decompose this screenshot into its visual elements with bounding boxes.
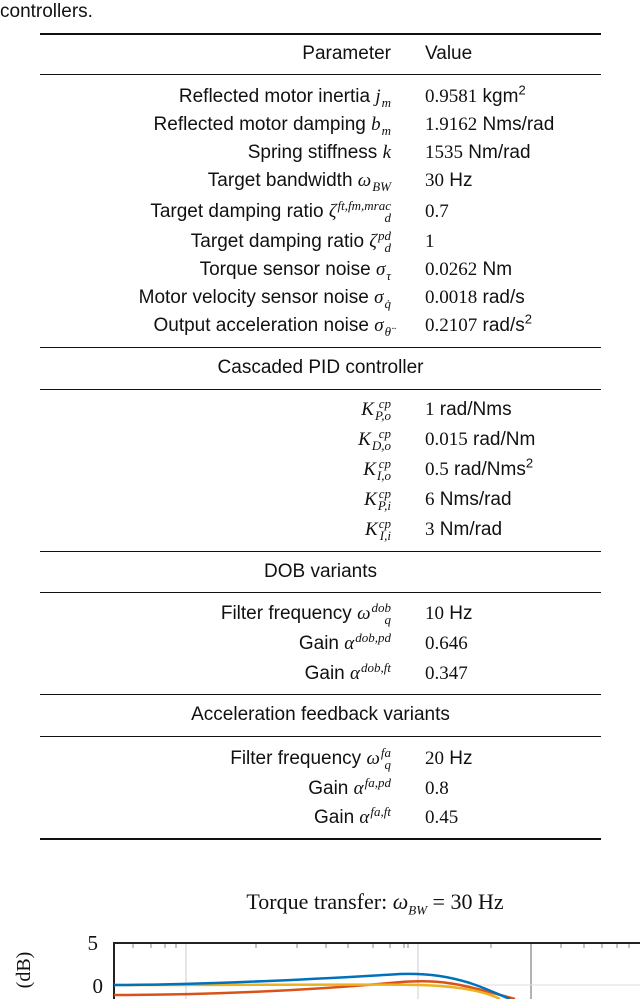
symbol-indices <box>385 314 391 338</box>
parameter-cell <box>221 600 391 628</box>
value-number: 6 <box>425 489 435 510</box>
value-cell <box>425 167 473 195</box>
unit-exponent: 2 <box>525 455 534 471</box>
parameter-symbol: α <box>350 663 361 684</box>
symbol-indices <box>385 286 392 310</box>
table-row <box>40 396 601 424</box>
section-title-accel: Acceleration feedback variants <box>191 704 450 725</box>
symbol-sub: q <box>384 611 391 627</box>
parameter-cell <box>150 198 391 226</box>
parameter-symbol: b <box>371 114 381 135</box>
value-cell <box>425 396 512 424</box>
symbol-indices <box>380 744 391 772</box>
parameter-cell <box>154 111 391 139</box>
parameter-label: Torque sensor noise <box>199 259 371 280</box>
parameter-cell <box>308 775 391 803</box>
parameter-symbol: σ <box>374 315 384 336</box>
symbol-indices <box>376 455 391 483</box>
parameter-cell <box>314 804 391 832</box>
table-row <box>40 775 601 803</box>
value-unit: Hz <box>449 748 473 769</box>
table-row <box>40 426 601 454</box>
table-row <box>40 804 601 832</box>
parameter-cell <box>361 396 391 424</box>
section-rule <box>40 347 601 348</box>
header-parameter: Parameter <box>302 43 391 64</box>
symbol-sub <box>361 674 391 686</box>
table-row <box>40 630 601 658</box>
symbol-sup: dob,pd <box>355 629 391 645</box>
value-cell <box>425 256 512 284</box>
symbol-indices <box>364 774 391 801</box>
parameter-cell <box>358 426 391 454</box>
symbol-indices <box>361 659 391 686</box>
value-number: 0.646 <box>425 633 468 654</box>
parameter-symbol: α <box>344 633 355 654</box>
table-row <box>40 256 601 284</box>
symbol-sub: q <box>384 756 391 772</box>
table-row <box>40 486 601 514</box>
parameter-cell <box>200 256 391 284</box>
value-cell <box>425 83 526 111</box>
value-cell <box>425 228 435 256</box>
symbol-indices <box>386 258 391 282</box>
value-cell <box>425 312 532 340</box>
parameter-cell <box>363 456 391 484</box>
parameter-label: Spring stiffness <box>247 142 378 163</box>
chart-title-suffix: = 30 Hz <box>427 889 504 914</box>
bode-chart <box>0 925 640 999</box>
parameter-label: Filter frequency <box>230 748 362 769</box>
value-number: 20 <box>425 748 444 769</box>
symbol-sup: cp <box>378 485 391 501</box>
value-unit: rad/Nm <box>473 429 536 450</box>
value-number: 1.9162 <box>425 114 478 135</box>
value-number: 1535 <box>425 142 463 163</box>
symbol-sub: d <box>384 239 391 255</box>
parameter-label: Gain <box>314 807 355 828</box>
parameter-label: Reflected motor inertia <box>178 86 371 107</box>
table-row <box>40 600 601 628</box>
parameter-symbol: K <box>363 459 376 480</box>
header-rule <box>40 74 601 75</box>
table-row <box>40 284 601 312</box>
symbol-sub: P,i <box>377 497 391 513</box>
table-row <box>40 312 601 340</box>
table-header-row <box>40 40 601 68</box>
parameter-label: Target damping ratio <box>150 201 324 222</box>
y-axis-label: (dB) <box>13 951 35 989</box>
symbol-indices <box>355 629 391 656</box>
table-top-rule <box>40 33 601 35</box>
chart-title <box>0 889 640 918</box>
parameter-symbol: K <box>361 399 374 420</box>
value-cell <box>425 516 502 544</box>
value-unit: Hz <box>449 170 473 191</box>
symbol-sub: m <box>381 94 391 110</box>
value-cell <box>425 660 468 688</box>
parameter-symbol: K <box>358 429 371 450</box>
parameter-symbol: j <box>375 86 381 107</box>
parameter-label: Target bandwidth <box>207 170 353 191</box>
symbol-sup: fa,pd <box>364 774 391 790</box>
parameter-label: Output acceleration noise <box>153 315 369 336</box>
symbol-sub: d <box>384 209 391 225</box>
symbol-sub <box>365 789 391 801</box>
parameter-cell <box>364 486 391 514</box>
value-cell <box>425 745 473 773</box>
table-row <box>40 516 601 544</box>
table-row <box>40 745 601 773</box>
parameter-cell <box>179 83 391 111</box>
symbol-indices <box>378 515 391 543</box>
value-cell <box>425 600 473 628</box>
value-number: 30 <box>425 170 444 191</box>
parameter-symbol: σ <box>375 259 386 280</box>
parameter-cell <box>230 745 391 773</box>
grid <box>114 943 640 999</box>
section-rule <box>40 551 601 552</box>
value-number: 0.0262 <box>425 259 478 280</box>
value-number: 1 <box>425 231 435 252</box>
value-unit: Nm <box>482 259 513 280</box>
value-cell <box>425 775 449 803</box>
value-number: 0.45 <box>425 807 459 828</box>
value-unit: Nm/rad <box>468 142 531 163</box>
value-unit: rad/s <box>482 287 525 308</box>
symbol-sub: I,i <box>379 527 391 543</box>
value-number: 10 <box>425 603 444 624</box>
symbol-indices <box>370 803 391 830</box>
parameter-cell <box>191 228 391 256</box>
parameter-symbol: ω <box>357 603 371 624</box>
parameter-cell <box>208 167 391 195</box>
symbol-sub: τ <box>386 267 391 283</box>
y-tick-0: 0 <box>92 974 103 998</box>
value-unit: Hz <box>449 603 473 624</box>
value-unit: Nms/rad <box>482 114 555 135</box>
symbol-sup: cp <box>378 515 391 531</box>
table-row <box>40 660 601 688</box>
value-cell <box>425 284 525 312</box>
value-number: 3 <box>425 519 435 540</box>
parameter-cell <box>153 312 391 340</box>
value-number: 1 <box>425 399 435 420</box>
value-cell <box>425 486 512 514</box>
parameter-label: Gain <box>308 778 349 799</box>
table-row <box>40 139 601 167</box>
symbol-indices <box>371 599 392 627</box>
value-cell <box>425 426 535 454</box>
symbol-indices <box>377 485 391 513</box>
parameter-label: Filter frequency <box>220 603 352 624</box>
table-row <box>40 228 601 256</box>
value-cell <box>425 630 468 658</box>
section-rule <box>40 592 601 593</box>
symbol-sup: cp <box>378 425 391 441</box>
table-row <box>40 198 601 226</box>
value-number: 0.2107 <box>425 315 478 336</box>
chart-title-sub: BW <box>408 902 428 918</box>
symbol-indices <box>372 169 391 193</box>
symbol-sup: fa,ft <box>370 803 391 819</box>
chart-title-prefix: Torque transfer: <box>246 889 393 914</box>
symbol-sup: ft,fm,mrac <box>337 197 391 213</box>
value-cell <box>425 139 531 167</box>
section-title-pid: Cascaded PID controller <box>217 357 424 378</box>
value-number: 0.9581 <box>425 86 478 107</box>
parameter-label: Target damping ratio <box>190 231 365 252</box>
parameter-cell <box>365 516 391 544</box>
series-yellow <box>114 985 500 999</box>
table-row <box>40 167 601 195</box>
symbol-indices <box>337 197 391 225</box>
parameter-symbol: ζ <box>328 201 337 222</box>
value-cell <box>425 804 458 832</box>
parameter-symbol: ω <box>366 748 380 769</box>
value-number: 0.8 <box>425 778 449 799</box>
symbol-sup: cp <box>378 455 391 471</box>
section-rule <box>40 694 601 695</box>
parameter-symbol: ω <box>357 170 372 191</box>
symbol-indices <box>382 85 391 109</box>
parameter-label: Gain <box>298 633 339 654</box>
value-unit: kgm <box>482 86 519 107</box>
value-unit: Nms/rad <box>439 489 512 510</box>
chart-title-symbol: ω <box>392 889 409 914</box>
symbol-sub: BW <box>372 178 391 194</box>
symbol-sub: I,o <box>376 467 391 483</box>
parameter-cell <box>248 139 391 167</box>
symbol-sub: D,o <box>371 437 391 453</box>
parameter-symbol: k <box>382 142 391 163</box>
header-value: Value <box>425 43 473 64</box>
value-unit: rad/s <box>482 315 525 336</box>
value-unit: rad/Nms <box>439 399 512 420</box>
caption-tail: controllers. <box>0 1 93 22</box>
unit-exponent: 2 <box>518 82 526 98</box>
value-cell <box>425 456 533 484</box>
value-cell <box>425 111 554 139</box>
value-number: 0.7 <box>425 201 449 222</box>
symbol-sub: q̇ <box>384 295 391 311</box>
symbol-sup: dob,ft <box>361 659 391 675</box>
plot-frame <box>114 943 640 999</box>
symbol-indices <box>371 425 391 453</box>
parameter-label: Motor velocity sensor noise <box>138 287 369 308</box>
value-unit: Nm/rad <box>439 519 503 540</box>
value-unit: rad/Nms <box>454 459 526 480</box>
y-tick-5: 5 <box>87 931 98 955</box>
symbol-sup: pd <box>378 227 391 243</box>
value-cell <box>425 198 449 226</box>
section-rule <box>40 389 601 390</box>
parameter-symbol: σ <box>374 287 384 308</box>
value-number: 0.5 <box>425 459 449 480</box>
parameter-symbol: α <box>353 778 364 799</box>
parameter-label: Gain <box>304 663 345 684</box>
value-number: 0.0018 <box>425 287 478 308</box>
symbol-sup: cp <box>378 395 391 411</box>
parameter-label: Reflected motor damping <box>153 114 366 135</box>
section-rule <box>40 736 601 737</box>
parameter-symbol: K <box>364 489 377 510</box>
symbol-indices <box>382 113 391 137</box>
symbol-sub <box>355 644 391 656</box>
value-number: 0.015 <box>425 429 468 450</box>
parameter-cell <box>139 284 391 312</box>
symbol-sub: m <box>381 122 391 138</box>
value-number: 0.347 <box>425 663 468 684</box>
table-row <box>40 111 601 139</box>
section-title-dob: DOB variants <box>264 561 377 582</box>
symbol-sub: P,o <box>374 407 391 423</box>
table-row <box>40 83 601 111</box>
parameter-cell <box>305 660 391 688</box>
symbol-sub <box>370 818 391 830</box>
parameter-symbol: K <box>365 519 378 540</box>
symbol-sup: dob <box>371 599 391 615</box>
parameter-cell <box>299 630 391 658</box>
parameter-symbol: ζ <box>369 231 377 252</box>
symbol-sub: θ̈ <box>384 323 391 339</box>
symbol-indices <box>378 227 391 255</box>
table-bottom-rule <box>40 838 601 840</box>
symbol-sup: fa <box>380 744 391 760</box>
symbol-indices <box>374 395 391 423</box>
table-row <box>40 456 601 484</box>
unit-exponent: 2 <box>524 311 533 327</box>
parameter-symbol: α <box>359 807 370 828</box>
